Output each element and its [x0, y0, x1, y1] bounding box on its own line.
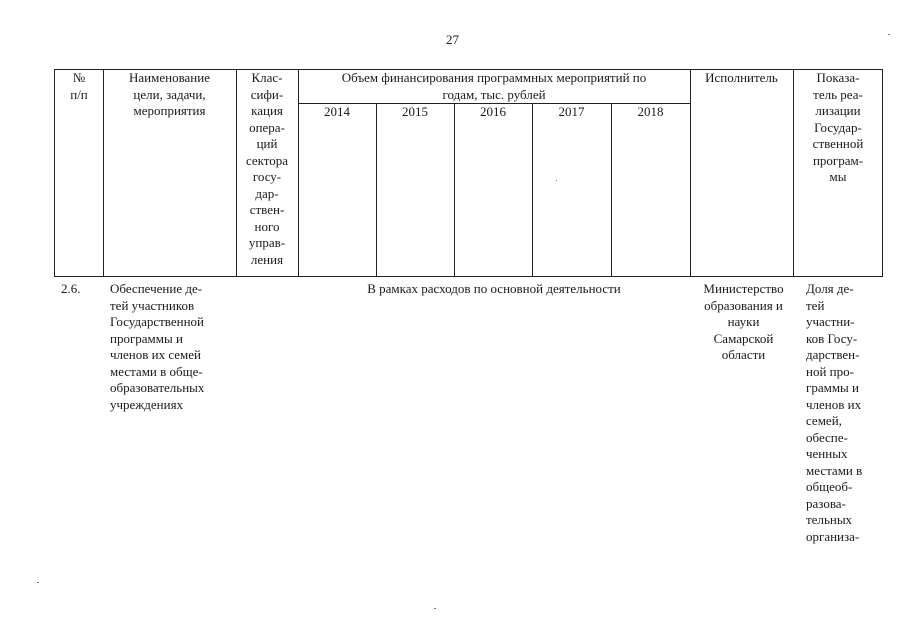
header-num: № п/п [70, 70, 88, 102]
header-name: Наименование цели, задачи, мероприятия [129, 70, 210, 118]
header-executor: Исполнитель [705, 70, 778, 85]
header-year-2015: 2015 [402, 104, 428, 119]
year-divider [532, 103, 533, 276]
header-year-2017: 2017 [558, 104, 585, 119]
page-number: 27 [446, 32, 459, 47]
year-divider [454, 103, 455, 276]
row-number: 2.6. [61, 281, 81, 296]
header-year-2014: 2014 [324, 104, 350, 119]
header-classification: Клас- сифи- кация опера- ций сектора госу- дар- ствен- ного управ- ления [245, 70, 289, 267]
row-executor: Министерство образования и науки Самарской области [703, 281, 784, 362]
scan-speck [37, 582, 39, 583]
header-year-2016: 2016 [480, 104, 506, 119]
row-indicator: Доля де- тей участни- ков Госу- дарствен- ной про- граммы и членов их семей, обеспе- ченных местами в общеоб- разова- тельных организа- [806, 281, 863, 544]
column-divider [690, 70, 691, 276]
scan-speck [434, 608, 436, 609]
header-funding: Объем финансирования программных мероприятий по годам, тыс. рублей [341, 70, 647, 102]
year-divider [611, 103, 612, 276]
year-divider [376, 103, 377, 276]
scan-speck [888, 34, 890, 35]
header-year-2018: 2018 [637, 104, 664, 119]
row-funding-note: В рамках расходов по основной деятельности [367, 281, 621, 296]
scan-speck [556, 180, 557, 181]
row-name: Обеспечение де- тей участников Государственной программы и членов их семей местами в обще- образовательных учреждениях [110, 281, 205, 412]
header-indicator: Показа- тель реа- лизации Государ- ственной програм- мы [812, 70, 864, 184]
